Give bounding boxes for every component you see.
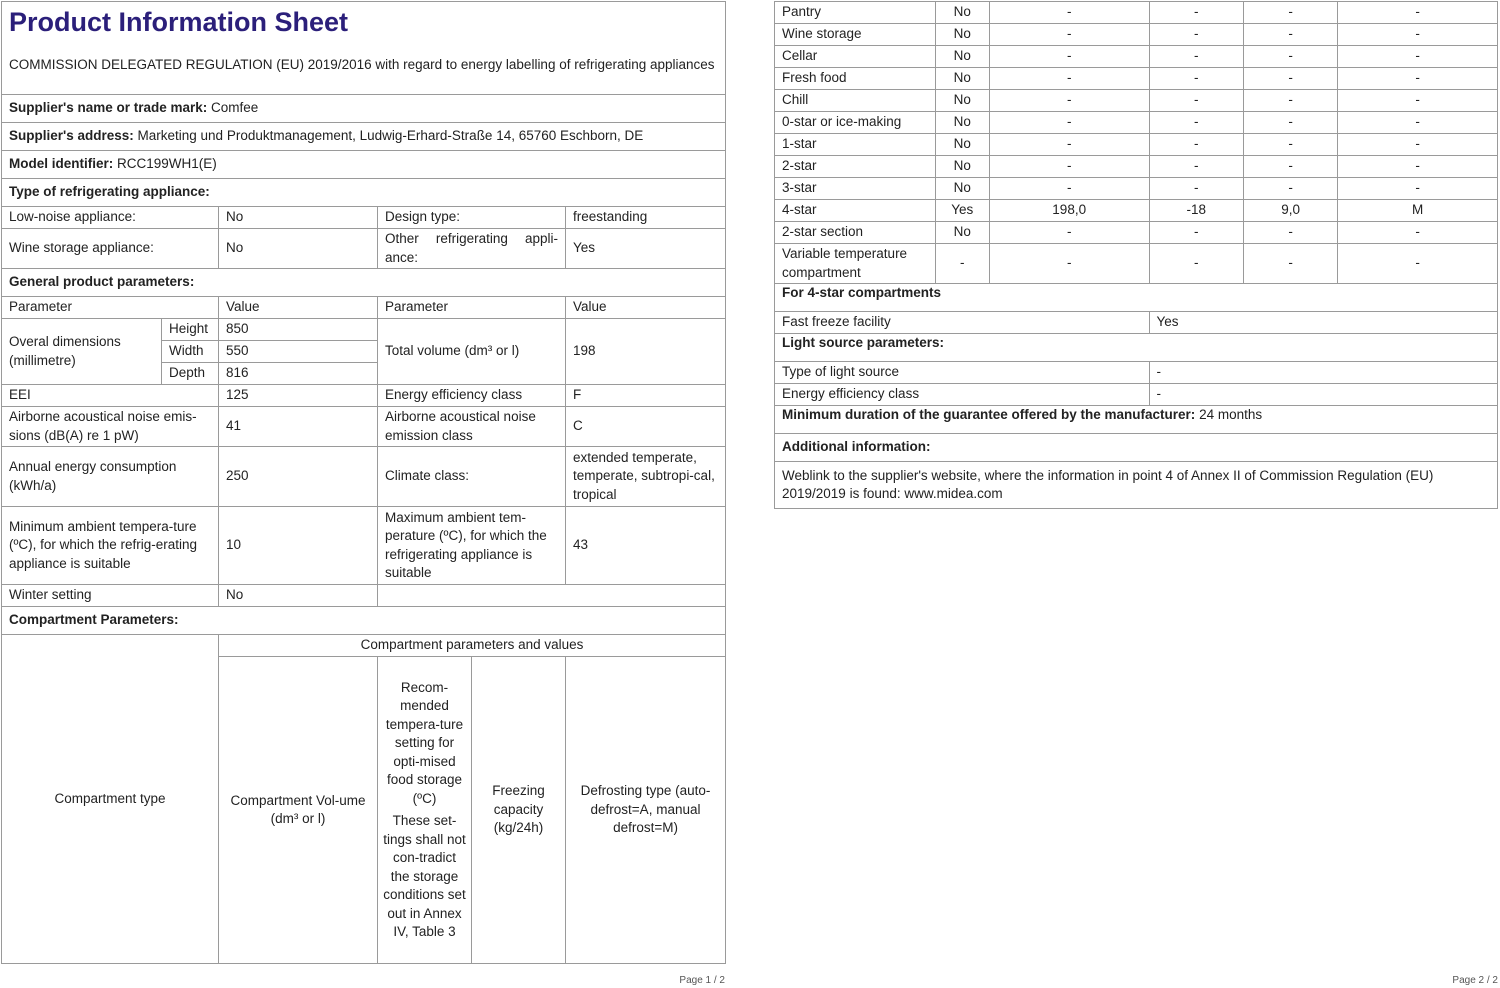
param-header-right: Parameter — [378, 297, 566, 319]
comp-type-header: Compartment type — [2, 635, 219, 964]
supplier-address-label: Supplier's address: — [9, 128, 134, 144]
compartment-row — [775, 178, 1498, 200]
other-refrig-value: Yes — [566, 229, 726, 269]
compartment-row — [775, 46, 1498, 68]
compartment-name: 3-star — [775, 178, 936, 200]
weblink-row — [775, 462, 1498, 509]
compartment-name: 4-star — [775, 200, 936, 222]
variable-temp-freeze: - — [1243, 244, 1337, 284]
compartment-row — [775, 200, 1498, 222]
winter-setting-value: No — [219, 585, 378, 607]
type-heading: Type of refrigerating appliance: — [2, 179, 726, 207]
compartment-volume: - — [989, 90, 1149, 112]
page-2-footer: Page 2 / 2 — [1452, 975, 1498, 986]
page-1 — [0, 0, 728, 988]
compartment-present: Yes — [935, 200, 989, 222]
fast-freeze-label: Fast freeze facility — [775, 312, 1150, 334]
light-type-label: Type of light source — [775, 362, 1150, 384]
param-header-left: Parameter — [2, 297, 219, 319]
min-ambient-value: 10 — [219, 507, 378, 585]
supplier-name: Comfee — [211, 100, 259, 116]
compartment-temp: - — [1149, 178, 1243, 200]
compartment-present: No — [935, 90, 989, 112]
compartment-present: No — [935, 178, 989, 200]
compartment-volume: - — [989, 134, 1149, 156]
eec-label: Energy efficiency class — [378, 385, 566, 407]
compartment-defrost: - — [1338, 178, 1498, 200]
compartment-defrost: - — [1338, 2, 1498, 24]
other-refrig-label: Other refrigerating appli-ance: — [378, 229, 566, 269]
wine-storage-value: No — [219, 229, 378, 269]
compartment-row — [775, 68, 1498, 90]
annual-consumption-value: 250 — [219, 447, 378, 507]
compartment-row — [775, 90, 1498, 112]
comp-params-values-header: Compartment parameters and values — [219, 635, 726, 657]
value-header-right: Value — [566, 297, 726, 319]
compartment-present: No — [935, 112, 989, 134]
variable-temp-present: - — [935, 244, 989, 284]
compartment-temp: -18 — [1149, 200, 1243, 222]
compartment-row — [775, 112, 1498, 134]
noise-class-label: Airborne acoustical noise emission class — [378, 407, 566, 447]
compartment-defrost: M — [1338, 200, 1498, 222]
compartment-defrost: - — [1338, 68, 1498, 90]
height-value: 850 — [219, 319, 378, 341]
general-heading: General product parameters: — [2, 269, 726, 297]
compartment-name: 2-star — [775, 156, 936, 178]
compartment-defrost: - — [1338, 90, 1498, 112]
compartment-row — [775, 24, 1498, 46]
supplier-address: Marketing und Produktmanagement, Ludwig-Erhard-Straße 14, 65760 Eschborn, DE — [137, 128, 644, 144]
compartment-volume: - — [989, 2, 1149, 24]
eec-value: F — [566, 385, 726, 407]
annual-consumption-label: Annual energy consumption (kWh/a) — [2, 447, 219, 507]
compartment-temp: - — [1149, 68, 1243, 90]
depth-label: Depth — [162, 363, 219, 385]
min-ambient-label: Minimum ambient tempera-ture (ºC), for which the refrig-erating appliance is suitable — [2, 507, 219, 585]
total-volume-value: 198 — [566, 319, 726, 385]
weblink[interactable]: www.midea.com — [904, 486, 1003, 501]
compartment-name: Cellar — [775, 46, 936, 68]
compartment-freezing: - — [1243, 178, 1337, 200]
compartment-freezing: - — [1243, 156, 1337, 178]
compartment-volume: - — [989, 178, 1149, 200]
compartment-present: No — [935, 68, 989, 90]
width-value: 550 — [219, 341, 378, 363]
compartment-present: No — [935, 2, 989, 24]
rec-temp-header — [378, 657, 472, 964]
eei-value: 125 — [219, 385, 378, 407]
winter-setting-label: Winter setting — [2, 585, 219, 607]
compartment-freezing: - — [1243, 2, 1337, 24]
compartment-row — [775, 2, 1498, 24]
defrost-type-header: Defrosting type (auto-defrost=A, manual defrost=M) — [566, 657, 726, 964]
compartment-temp: - — [1149, 46, 1243, 68]
compartment-defrost: - — [1338, 156, 1498, 178]
variable-temp-volume: - — [989, 244, 1149, 284]
supplier-name-row — [2, 95, 726, 123]
light-source-heading: Light source parameters: — [775, 334, 1498, 362]
compartment-volume: - — [989, 68, 1149, 90]
compartment-freezing: - — [1243, 112, 1337, 134]
rec-temp-note: These set-tings shall not con-tradict the storage conditions set out in Annex IV, Table 3 — [383, 813, 466, 939]
total-volume-label: Total volume (dm³ or l) — [378, 319, 566, 385]
compartment-temp: - — [1149, 134, 1243, 156]
compartment-row — [775, 156, 1498, 178]
page-2 — [773, 0, 1500, 988]
depth-value: 816 — [219, 363, 378, 385]
dims-label: Overal dimensions (millimetre) — [2, 319, 162, 385]
noise-class-value: C — [566, 407, 726, 447]
compartment-volume: - — [989, 222, 1149, 244]
compartment-volume: - — [989, 24, 1149, 46]
wine-storage-label: Wine storage appliance: — [2, 229, 219, 269]
compartment-name: Wine storage — [775, 24, 936, 46]
compartment-volume: - — [989, 112, 1149, 134]
compartment-present: No — [935, 134, 989, 156]
compartment-freezing: - — [1243, 24, 1337, 46]
compartment-defrost: - — [1338, 134, 1498, 156]
variable-temp-defrost: - — [1338, 244, 1498, 284]
eei-label: EEI — [2, 385, 219, 407]
compartment-name: Fresh food — [775, 68, 936, 90]
compartment-temp: - — [1149, 24, 1243, 46]
compartment-temp: - — [1149, 2, 1243, 24]
compartment-defrost: - — [1338, 46, 1498, 68]
compartment-freezing: - — [1243, 90, 1337, 112]
compartment-present: No — [935, 156, 989, 178]
compartment-volume: - — [989, 46, 1149, 68]
page-1-footer: Page 1 / 2 — [679, 975, 725, 986]
compartment-present: No — [935, 46, 989, 68]
light-type-value: - — [1149, 362, 1497, 384]
low-noise-value: No — [219, 207, 378, 229]
compartment-rows — [775, 2, 1498, 244]
model-identifier: RCC199WH1(E) — [117, 156, 217, 172]
compartment-temp: - — [1149, 112, 1243, 134]
width-label: Width — [162, 341, 219, 363]
weblink-text: Weblink to the supplier's website, where the information in point 4 of Annex II of Commission Regulation (EU) 2019/2019 is found: — [782, 467, 1434, 501]
compartment-temp: - — [1149, 156, 1243, 178]
freezing-cap-header: Freezing capacity (kg/24h) — [472, 657, 566, 964]
additional-info-heading: Additional information: — [775, 434, 1498, 462]
empty-cell — [378, 585, 726, 607]
compartment-present: No — [935, 222, 989, 244]
compartment-defrost: - — [1338, 112, 1498, 134]
compartment-volume: - — [989, 156, 1149, 178]
variable-temp-temp: - — [1149, 244, 1243, 284]
guarantee-row — [775, 406, 1498, 434]
climate-class-label: Climate class: — [378, 447, 566, 507]
page-title: Product Information Sheet — [2, 2, 726, 40]
design-type-value: freestanding — [566, 207, 726, 229]
compartment-row — [775, 134, 1498, 156]
regulation-text: COMMISSION DELEGATED REGULATION (EU) 2019/2016 with regard to energy labelling of refrigerating appliances — [2, 40, 726, 95]
low-noise-label: Low-noise appliance: — [2, 207, 219, 229]
value-header-left: Value — [219, 297, 378, 319]
compartment-name: 2-star section — [775, 222, 936, 244]
product-sheet-table — [1, 1, 726, 964]
compartments-table — [774, 1, 1498, 509]
compartment-freezing: 9,0 — [1243, 200, 1337, 222]
light-eec-label: Energy efficiency class — [775, 384, 1150, 406]
compartment-freezing: - — [1243, 134, 1337, 156]
compartment-name: 0-star or ice-making — [775, 112, 936, 134]
max-ambient-value: 43 — [566, 507, 726, 585]
model-row — [2, 151, 726, 179]
compartment-volume: 198,0 — [989, 200, 1149, 222]
model-label: Model identifier: — [9, 156, 114, 172]
supplier-address-row — [2, 123, 726, 151]
compartment-present: No — [935, 24, 989, 46]
max-ambient-label: Maximum ambient tem-perature (ºC), for which the refrigerating appliance is suitable — [378, 507, 566, 585]
four-star-heading: For 4-star compartments — [775, 284, 1498, 312]
height-label: Height — [162, 319, 219, 341]
compartment-name: Pantry — [775, 2, 936, 24]
comp-volume-header: Compartment Vol-ume (dm³ or l) — [219, 657, 378, 964]
fast-freeze-value: Yes — [1149, 312, 1497, 334]
design-type-label: Design type: — [378, 207, 566, 229]
compartment-freezing: - — [1243, 68, 1337, 90]
compartment-defrost: - — [1338, 24, 1498, 46]
compartment-freezing: - — [1243, 46, 1337, 68]
compartment-temp: - — [1149, 222, 1243, 244]
guarantee-label: Minimum duration of the guarantee offered by the manufacturer: — [782, 407, 1196, 422]
compartment-row — [775, 222, 1498, 244]
compartment-heading: Compartment Parameters: — [2, 607, 726, 635]
light-eec-value: - — [1149, 384, 1497, 406]
climate-class-value: extended temperate, temperate, subtropi-cal, tropical — [566, 447, 726, 507]
compartment-temp: - — [1149, 90, 1243, 112]
compartment-name: 1-star — [775, 134, 936, 156]
supplier-name-label: Supplier's name or trade mark: — [9, 100, 208, 116]
rec-temp-text: Recom-mended tempera-ture setting for opti-mised food storage (ºC) — [385, 679, 464, 806]
variable-temp-label: Variable temperature compartment — [775, 244, 936, 284]
compartment-name: Chill — [775, 90, 936, 112]
guarantee-value: 24 months — [1199, 407, 1263, 422]
compartment-defrost: - — [1338, 222, 1498, 244]
noise-value: 41 — [219, 407, 378, 447]
noise-label: Airborne acoustical noise emis-sions (dB(A) re 1 pW) — [2, 407, 219, 447]
compartment-freezing: - — [1243, 222, 1337, 244]
